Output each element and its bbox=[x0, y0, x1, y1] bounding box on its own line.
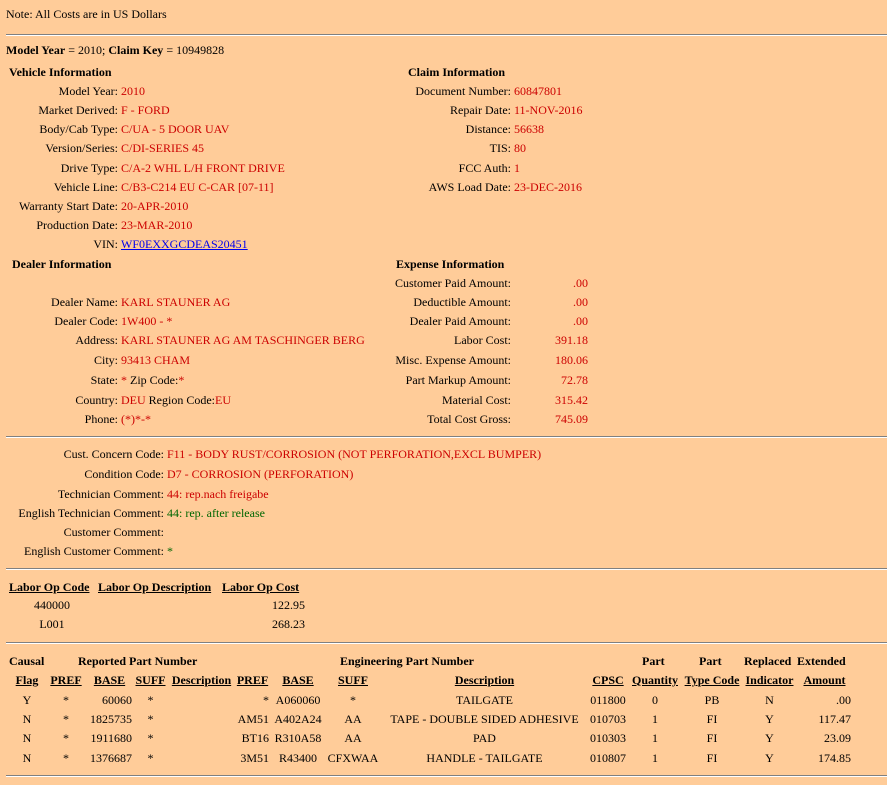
vehicle-field-label: Vehicle Line: bbox=[53, 180, 118, 194]
part-cell-cpsc: 010807 bbox=[590, 751, 626, 765]
part-cell-qty: 1 bbox=[652, 731, 658, 745]
replaced-group-header: Replaced bbox=[744, 654, 792, 668]
parts-header-ind: Indicator bbox=[745, 673, 794, 687]
model-year-summary-value: = 2010; bbox=[65, 43, 109, 57]
technician-comment-value: 44: rep.nach freigabe bbox=[167, 487, 269, 501]
part-cell-epref: AM51 bbox=[237, 712, 269, 726]
condition-code-value: D7 - CORROSION (PERFORATION) bbox=[167, 467, 354, 481]
part-cell-qty: 1 bbox=[652, 751, 658, 765]
english-technician-comment-value: 44: rep. after release bbox=[167, 506, 265, 520]
parts-header-desc: Description bbox=[171, 673, 232, 687]
parts-header-amt: Amount bbox=[803, 673, 846, 687]
claim-info-heading: Claim Information bbox=[408, 65, 505, 79]
part-cell-flag: Y bbox=[22, 693, 32, 707]
vehicle-field-value: 2010 bbox=[121, 84, 145, 98]
claim-field-label: TIS: bbox=[489, 141, 511, 155]
parts-header-epref: PREF bbox=[236, 673, 269, 687]
vehicle-field-value: C/B3-C214 EU C-CAR [07-11] bbox=[121, 180, 274, 194]
claim-key-value: = 10949828 bbox=[163, 43, 225, 57]
part-cell-esuff: AA bbox=[344, 712, 362, 726]
part-cell-type: PB bbox=[704, 693, 720, 707]
part-cell-type: FI bbox=[706, 731, 718, 745]
labor-op-cost: 122.95 bbox=[272, 598, 305, 612]
vehicle-field-label: Warranty Start Date: bbox=[19, 199, 118, 213]
expense-field-label: Total Cost Gross: bbox=[427, 412, 511, 426]
country-value: DEU bbox=[121, 393, 146, 407]
labor-op-code-header: Labor Op Code bbox=[9, 580, 90, 594]
zip-value: * bbox=[178, 373, 185, 387]
claim-field-label: Repair Date: bbox=[450, 103, 511, 117]
part-cell-cpsc: 011800 bbox=[590, 693, 626, 707]
labor-op-code: L001 bbox=[39, 617, 65, 631]
part-cell-flag: N bbox=[22, 751, 32, 765]
engineering-part-group-header: Engineering Part Number bbox=[340, 654, 474, 668]
part-cell-type: FI bbox=[706, 751, 718, 765]
phone-value: (*)*-* bbox=[121, 412, 151, 426]
english-customer-comment-label: English Customer Comment: bbox=[24, 544, 164, 558]
claim-field-value: 60847801 bbox=[514, 84, 562, 98]
vehicle-field-value: 20-APR-2010 bbox=[121, 199, 189, 213]
expense-info-heading: Expense Information bbox=[396, 257, 505, 271]
part-cell-qty: 0 bbox=[652, 693, 658, 707]
claim-field-value: 80 bbox=[514, 141, 526, 155]
parts-header-edesc: Description bbox=[454, 673, 515, 687]
divider bbox=[6, 775, 887, 777]
expense-field-label: Misc. Expense Amount: bbox=[395, 353, 511, 367]
divider bbox=[6, 568, 887, 570]
model-year-summary-label: Model Year bbox=[6, 43, 66, 57]
part-cell-edesc: TAPE - DOUBLE SIDED ADHESIVE bbox=[390, 712, 579, 726]
dealer-code-label: Dealer Code: bbox=[54, 314, 118, 328]
expense-field-value: 391.18 bbox=[555, 333, 588, 347]
vehicle-field-label: Body/Cab Type: bbox=[39, 122, 118, 136]
country-region bbox=[121, 393, 231, 408]
expense-field-label: Part Markup Amount: bbox=[405, 373, 511, 387]
customer-comment-label: Customer Comment: bbox=[63, 525, 164, 539]
part-cell-suff: * bbox=[147, 693, 154, 707]
expense-field-value: 315.42 bbox=[555, 393, 588, 407]
condition-code-label: Condition Code: bbox=[84, 467, 164, 481]
part-cell-flag: N bbox=[22, 731, 32, 745]
english-technician-comment-label: English Technician Comment: bbox=[18, 506, 164, 520]
claim-field-value: 56638 bbox=[514, 122, 544, 136]
vehicle-field-label: Version/Series: bbox=[45, 141, 118, 155]
vehicle-field-label: Production Date: bbox=[36, 218, 118, 232]
expense-field-value: .00 bbox=[573, 314, 588, 328]
divider bbox=[6, 436, 887, 438]
part-cell-pref: * bbox=[63, 731, 69, 745]
parts-header-suff: SUFF bbox=[135, 673, 166, 687]
causal-group-header: Causal bbox=[9, 654, 45, 668]
part-cell-ind: Y bbox=[765, 712, 774, 726]
part-cell-esuff: * bbox=[350, 693, 356, 707]
part-cell-type: FI bbox=[706, 712, 718, 726]
part-cell-ebase: R310A58 bbox=[274, 731, 322, 745]
part-cell-ebase: A402A24 bbox=[274, 712, 322, 726]
concern-code-label: Cust. Concern Code: bbox=[63, 447, 164, 461]
part-cell-suff: * bbox=[147, 712, 154, 726]
claim-field-label: Distance: bbox=[465, 122, 511, 136]
claim-field-label: FCC Auth: bbox=[458, 161, 511, 175]
expense-field-label: Material Cost: bbox=[442, 393, 511, 407]
technician-comment-label: Technician Comment: bbox=[57, 487, 164, 501]
expense-field-value: 72.78 bbox=[561, 373, 588, 387]
region-value: EU bbox=[215, 393, 231, 407]
zip-label: Zip Code: bbox=[127, 373, 179, 387]
part-cell-pref: * bbox=[63, 693, 69, 707]
expense-field-label: Customer Paid Amount: bbox=[394, 276, 511, 290]
parts-header-pref: PREF bbox=[50, 673, 82, 687]
part-cell-qty: 1 bbox=[652, 712, 658, 726]
city-label: City: bbox=[93, 353, 118, 367]
part-cell-edesc: HANDLE - TAILGATE bbox=[426, 751, 543, 765]
part-cell-pref: * bbox=[63, 751, 69, 765]
expense-field-label: Dealer Paid Amount: bbox=[409, 314, 511, 328]
expense-field-label: Deductible Amount: bbox=[413, 295, 511, 309]
part-cell-flag: N bbox=[22, 712, 32, 726]
extended-group-header: Extended bbox=[797, 654, 846, 668]
labor-op-description-header: Labor Op Description bbox=[98, 580, 212, 594]
claim-key-label: Claim Key bbox=[108, 43, 164, 57]
expense-field-value: .00 bbox=[573, 276, 588, 290]
state-zip bbox=[121, 373, 184, 388]
part-cell-epref: * bbox=[263, 693, 269, 707]
part-cell-ind: Y bbox=[765, 751, 774, 765]
state-value: * bbox=[121, 373, 127, 387]
region-label: Region Code: bbox=[145, 393, 215, 407]
vehicle-field-label: Market Derived: bbox=[38, 103, 118, 117]
part-cell-esuff: CFXWAA bbox=[327, 751, 379, 765]
part-cell-suff: * bbox=[147, 731, 154, 745]
parts-header-cpsc: CPSC bbox=[592, 673, 624, 687]
claim-field-value: 11-NOV-2016 bbox=[514, 103, 583, 117]
part-cell-ebase: A060060 bbox=[275, 693, 321, 707]
part-group-header-2: Part bbox=[699, 654, 722, 668]
phone-label: Phone: bbox=[84, 412, 118, 426]
part-cell-pref: * bbox=[63, 712, 69, 726]
vin-link[interactable]: WF0EXXGCDEAS20451 bbox=[121, 237, 248, 251]
expense-field-label: Labor Cost: bbox=[454, 333, 511, 347]
state-label: State: bbox=[90, 373, 118, 387]
part-cell-base: 1376687 bbox=[90, 751, 132, 765]
english-customer-comment-value: * bbox=[167, 544, 173, 558]
part-cell-edesc: PAD bbox=[473, 731, 496, 745]
dealer-name-value: KARL STAUNER AG bbox=[121, 295, 231, 309]
part-cell-ind: N bbox=[765, 693, 774, 707]
claim-summary bbox=[6, 43, 224, 58]
country-label: Country: bbox=[75, 393, 118, 407]
part-cell-cpsc: 010303 bbox=[590, 731, 626, 745]
address-value: KARL STAUNER AG AM TASCHINGER BERG bbox=[121, 333, 365, 347]
part-cell-base: 1825735 bbox=[90, 712, 132, 726]
claim-field-value: 23-DEC-2016 bbox=[514, 180, 582, 194]
reported-part-group-header: Reported Part Number bbox=[78, 654, 198, 668]
part-group-header-1: Part bbox=[642, 654, 665, 668]
expense-field-value: 745.09 bbox=[555, 412, 588, 426]
divider bbox=[6, 34, 887, 36]
dealer-code-value: 1W400 - * bbox=[121, 314, 173, 328]
vehicle-field-value: F - FORD bbox=[121, 103, 170, 117]
part-cell-ind: Y bbox=[765, 731, 774, 745]
labor-op-code: 440000 bbox=[34, 598, 70, 612]
vehicle-field-label: Drive Type: bbox=[60, 161, 118, 175]
currency-note: Note: All Costs are in US Dollars bbox=[6, 7, 167, 21]
vehicle-field-value: 23-MAR-2010 bbox=[121, 218, 193, 232]
parts-header-flag: Flag bbox=[15, 673, 39, 687]
vehicle-field-value: C/DI-SERIES 45 bbox=[121, 141, 205, 155]
parts-header-qty: Quantity bbox=[631, 673, 678, 687]
part-cell-epref: BT16 bbox=[241, 731, 269, 745]
part-cell-base: 60060 bbox=[102, 693, 132, 707]
city-value: 93413 CHAM bbox=[121, 353, 191, 367]
dealer-info-heading: Dealer Information bbox=[12, 257, 112, 271]
parts-header-esuff: SUFF bbox=[338, 673, 368, 687]
vehicle-field-value: C/UA - 5 DOOR UAV bbox=[121, 122, 230, 136]
part-cell-amt: .00 bbox=[836, 693, 851, 707]
parts-header-ebase: BASE bbox=[282, 673, 314, 687]
expense-field-value: .00 bbox=[573, 295, 588, 309]
parts-header-base: BASE bbox=[93, 673, 126, 687]
part-cell-epref: 3M51 bbox=[240, 751, 269, 765]
divider bbox=[6, 642, 887, 644]
concern-code-value: F11 - BODY RUST/CORROSION (NOT PERFORATION,EXCL BUMPER) bbox=[167, 447, 542, 461]
labor-op-cost-header: Labor Op Cost bbox=[222, 580, 300, 594]
part-cell-amt: 174.85 bbox=[818, 751, 851, 765]
expense-field-value: 180.06 bbox=[555, 353, 588, 367]
vehicle-field-value: C/A-2 WHL L/H FRONT DRIVE bbox=[121, 161, 285, 175]
claim-field-label: Document Number: bbox=[415, 84, 511, 98]
vehicle-info-heading: Vehicle Information bbox=[9, 65, 112, 79]
part-cell-base: 1911680 bbox=[90, 731, 132, 745]
parts-header-type: Type Code bbox=[684, 673, 740, 687]
part-cell-esuff: AA bbox=[344, 731, 362, 745]
part-cell-ebase: R43400 bbox=[278, 751, 317, 765]
part-cell-amt: 23.09 bbox=[824, 731, 851, 745]
claim-field-label: AWS Load Date: bbox=[428, 180, 511, 194]
part-cell-cpsc: 010703 bbox=[590, 712, 626, 726]
address-label: Address: bbox=[75, 333, 118, 347]
dealer-name-label: Dealer Name: bbox=[51, 295, 118, 309]
vin-label: VIN: bbox=[93, 237, 118, 251]
part-cell-suff: * bbox=[147, 751, 154, 765]
claim-field-value: 1 bbox=[514, 161, 520, 175]
labor-op-cost: 268.23 bbox=[272, 617, 305, 631]
part-cell-edesc: TAILGATE bbox=[455, 693, 514, 707]
part-cell-amt: 117.47 bbox=[818, 712, 851, 726]
vehicle-field-label: Model Year: bbox=[58, 84, 118, 98]
